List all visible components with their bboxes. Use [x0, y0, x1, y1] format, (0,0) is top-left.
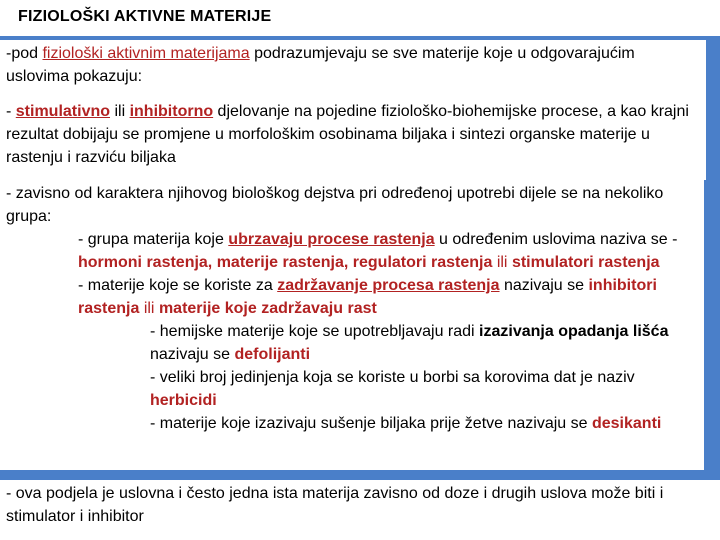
subgroup-herbicides	[6, 366, 698, 412]
term-herbicides: herbicidi	[150, 392, 217, 409]
group-stimulators	[6, 228, 698, 274]
text: - grupa materija koje	[78, 231, 229, 248]
term-accelerate-growth: ubrzavaju procese rastenja	[228, 231, 435, 248]
term-defoliants: defolijanti	[234, 346, 311, 363]
term-desiccants: desikanti	[591, 415, 662, 432]
subgroup-desiccants	[6, 412, 698, 435]
text-block-groups	[0, 180, 704, 470]
text: -	[6, 103, 16, 120]
text: ili	[110, 103, 130, 120]
term-inhibitory: inhibitorno	[129, 103, 214, 120]
page-title: FIZIOLOŠKI AKTIVNE MATERIJE	[18, 8, 272, 25]
text: djelovanje na pojedine fiziološko-biohemijske procese, a kao krajni rezultat dobijaju se promjene u morfološkim osobinama biljaka i sintezi organske materije u rastenju i razviću biljaka	[6, 103, 689, 166]
term-growth-hormones: hormoni rastenja, materije rastenja, regulatori rastenja	[78, 254, 493, 271]
text: nazivaju se	[499, 277, 589, 294]
text: -pod	[6, 45, 43, 62]
term-growth-stimulators: stimulatori rastenja	[511, 254, 660, 271]
term-leaf-drop: izazivanja opadanja lišća	[479, 323, 669, 340]
text: - veliki broj jedinjenja koja se koriste u borbi sa korovima dat je naziv	[150, 369, 635, 386]
text: ili	[139, 300, 159, 317]
term-physiological-substances: fiziološki aktivnim materijama	[42, 45, 250, 62]
paragraph-groups-intro: - zavisno od karaktera njihovog biološkog dejstva pri određenoj upotrebi dijele se na nekoliko grupa:	[6, 185, 664, 225]
text: - materije koje izazivaju sušenje biljaka prije žetve nazivaju se	[150, 415, 592, 432]
term-growth-inhibitors: inhibitori rastenja	[78, 277, 657, 317]
text-block-note	[0, 480, 720, 540]
group-inhibitors	[6, 274, 698, 320]
subgroup-defoliants	[6, 320, 698, 366]
paragraph-note: - ova podjela je uslovna i često jedna ista materija zavisno od doze i drugih uslova može biti i stimulator i inhibitor	[6, 485, 664, 525]
term-growth-retardants: materije koje zadržavaju rast	[158, 300, 377, 317]
paragraph-definition	[6, 42, 700, 88]
text: nazivaju se	[150, 346, 235, 363]
text: - hemijske materije koje se upotrebljavaju radi	[150, 323, 480, 340]
text-block-definition	[0, 40, 706, 180]
term-stimulative: stimulativno	[15, 103, 111, 120]
text: ili	[492, 254, 512, 271]
text: podrazumjevaju se sve materije koje u odgovarajućim uslovima pokazuju:	[6, 45, 635, 85]
text: - materije koje se koriste za	[78, 277, 278, 294]
paragraph-effects	[6, 100, 700, 169]
text: u određenim uslovima naziva se -	[434, 231, 678, 248]
term-retard-growth: zadržavanje procesa rastenja	[277, 277, 500, 294]
